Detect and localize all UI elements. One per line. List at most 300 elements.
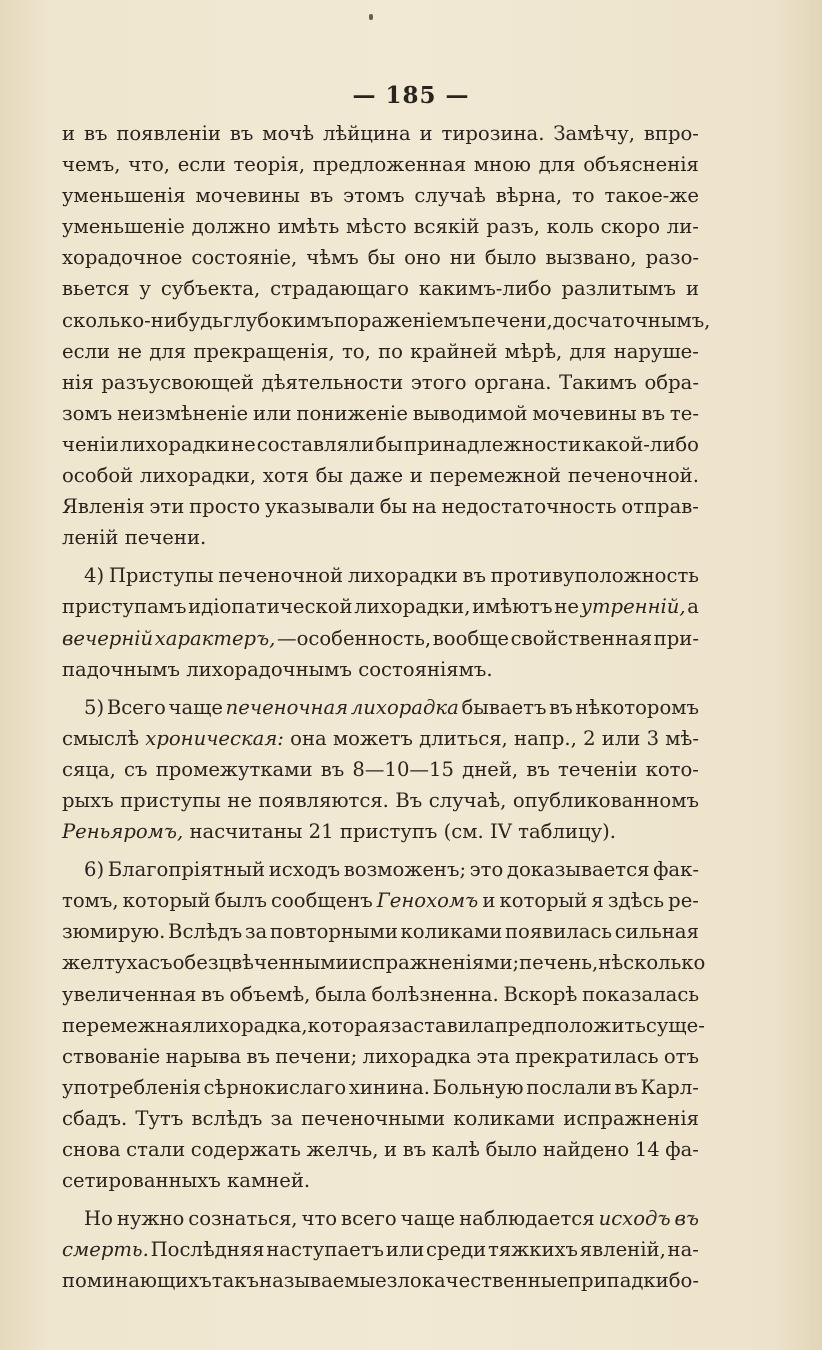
word: лихорадки, xyxy=(354,595,471,619)
paragraph-final xyxy=(62,1203,699,1296)
paragraph-6 xyxy=(62,854,706,1196)
word: и xyxy=(409,464,423,488)
word: печеночной xyxy=(218,564,344,588)
text-line xyxy=(62,1234,699,1265)
word: органа. xyxy=(474,370,552,394)
word: была xyxy=(315,982,367,1006)
ink-speck xyxy=(369,14,373,20)
word: насчитаны xyxy=(189,820,303,844)
text-line xyxy=(62,885,699,916)
paragraph-gap xyxy=(62,847,699,854)
text-line xyxy=(62,149,699,180)
word: вообще xyxy=(432,626,509,650)
word: особой xyxy=(62,464,134,488)
word: субъекта, xyxy=(160,277,261,301)
word: напр., xyxy=(514,726,577,750)
word: вызвано, xyxy=(545,246,637,270)
word: предположить xyxy=(494,1013,646,1037)
word: я xyxy=(591,889,604,913)
word: бы xyxy=(375,432,403,456)
word: состояніе, xyxy=(191,246,298,270)
word: разо- xyxy=(645,246,699,270)
word: фак- xyxy=(653,858,699,882)
text-line xyxy=(62,1010,705,1041)
word: леній xyxy=(62,526,119,550)
paragraph-gap xyxy=(62,1196,699,1203)
word: печени; xyxy=(275,1044,358,1068)
word: показалась xyxy=(582,982,699,1006)
word: было xyxy=(485,1138,538,1161)
word: увеличенная xyxy=(62,982,197,1006)
word: въ xyxy=(309,184,334,208)
word: идіопатической xyxy=(188,595,353,619)
word: если xyxy=(177,153,226,177)
word: перемежной xyxy=(429,464,562,488)
word: печени. xyxy=(124,526,207,550)
word: въ xyxy=(549,695,573,719)
word: Реньяромъ, xyxy=(62,820,184,844)
word: лихорадка, xyxy=(192,1013,308,1037)
word: падочнымъ xyxy=(62,657,180,681)
word: чѣмъ xyxy=(306,246,359,270)
text-line xyxy=(62,1134,699,1165)
word: поминающихъ xyxy=(62,1269,212,1293)
word: указывали xyxy=(264,495,375,519)
word: сетированныхъ xyxy=(62,1169,221,1193)
word: случаѣ xyxy=(414,184,486,208)
word: или xyxy=(385,1238,425,1262)
word: лихорадки xyxy=(347,564,458,588)
word: дней, xyxy=(462,757,519,781)
word: исходъ xyxy=(268,858,341,882)
word: содержать xyxy=(190,1138,301,1161)
word: сѣрнокислаго xyxy=(203,1075,347,1099)
word: у xyxy=(139,277,151,301)
word: желтуха xyxy=(62,951,150,975)
word: принадлежности xyxy=(403,432,582,456)
word: мочевины xyxy=(532,401,637,425)
word: ли- xyxy=(666,215,699,239)
word: для xyxy=(149,339,187,363)
word: Вскорѣ xyxy=(503,982,578,1006)
word: и xyxy=(419,122,433,145)
word: лѣйцина xyxy=(322,122,411,145)
word: впро- xyxy=(643,122,699,145)
word: для xyxy=(538,153,576,177)
word: должно xyxy=(191,215,271,239)
word: теорія, xyxy=(233,153,306,177)
word: объемѣ, xyxy=(229,982,311,1006)
word: имѣютъ xyxy=(472,595,553,619)
word: перемежная xyxy=(62,1013,193,1037)
word: которая xyxy=(307,1013,391,1037)
word: вьется xyxy=(62,277,130,301)
text-line xyxy=(62,1203,699,1234)
word: съ xyxy=(149,951,173,975)
word: коль xyxy=(546,215,594,239)
text-line xyxy=(62,273,699,304)
word: на- xyxy=(667,1238,699,1262)
word: выводимой xyxy=(412,401,528,425)
word: за xyxy=(244,920,268,944)
word: сколько-нибудь xyxy=(62,308,223,332)
word: печеночная xyxy=(225,695,349,719)
word: не xyxy=(117,339,142,363)
text-line xyxy=(62,754,699,785)
word: приступамъ xyxy=(62,595,187,619)
text-line xyxy=(62,591,699,622)
word: объясненія xyxy=(583,153,699,177)
word: печеночными xyxy=(301,1106,446,1130)
word: Такимъ xyxy=(559,370,637,394)
word: она xyxy=(290,726,327,750)
word: и xyxy=(685,277,699,301)
word: Но xyxy=(84,1207,113,1231)
word: въ xyxy=(246,1044,270,1068)
word: прекращенія, xyxy=(193,339,335,363)
word: томъ, xyxy=(62,889,119,913)
text-line xyxy=(62,947,706,978)
word: печеночной. xyxy=(567,464,699,488)
word: тирозина. xyxy=(441,122,545,145)
word: который xyxy=(122,889,211,913)
word: камней. xyxy=(227,1169,311,1193)
word: въ xyxy=(83,122,108,145)
text-line xyxy=(62,522,699,553)
word: этого xyxy=(410,370,467,394)
word: чаще xyxy=(400,1207,456,1231)
word: бы xyxy=(367,246,396,270)
text-line xyxy=(62,623,699,654)
word: Явленія xyxy=(62,495,145,519)
word: въ xyxy=(320,757,345,781)
text-line xyxy=(62,460,699,491)
word: для xyxy=(569,339,607,363)
word: 14 xyxy=(634,1138,660,1161)
word: сяца, xyxy=(62,757,116,781)
word: и xyxy=(384,1138,398,1161)
word: зомъ xyxy=(62,401,113,425)
word: можетъ xyxy=(332,726,413,750)
word: мѣрѣ, xyxy=(504,339,563,363)
word: досчаточнымъ, xyxy=(552,308,711,332)
word: при- xyxy=(653,626,699,650)
word: вечерній xyxy=(62,626,154,650)
word: Приступы xyxy=(108,564,214,588)
word: нарыва xyxy=(165,1044,242,1068)
word: ченіи xyxy=(62,432,119,456)
word: лихорадочнымъ xyxy=(186,657,352,681)
text-line xyxy=(62,560,699,591)
word: лихорадки, xyxy=(139,464,257,488)
word: мочевины xyxy=(195,184,300,208)
word: было xyxy=(484,246,537,270)
word: сообщенъ xyxy=(271,889,373,913)
word: Тутъ xyxy=(135,1106,184,1130)
word: на xyxy=(412,495,437,519)
word: калѣ xyxy=(431,1138,480,1161)
word: просто xyxy=(189,495,261,519)
word: разъусвоющей xyxy=(101,370,254,394)
word: то xyxy=(571,184,595,208)
word: или xyxy=(601,726,641,750)
word: хинина. xyxy=(348,1075,431,1099)
word: Всего xyxy=(106,695,166,719)
word: оно xyxy=(404,246,441,270)
word: хроническая: xyxy=(145,726,284,750)
word: найдено xyxy=(542,1138,630,1161)
text-line xyxy=(62,979,699,1010)
word: наруше- xyxy=(613,339,699,363)
word: бы xyxy=(379,495,408,519)
word: въ xyxy=(462,564,486,588)
word: таблицу). xyxy=(518,820,616,844)
word: мочѣ xyxy=(262,122,315,145)
word: фа- xyxy=(665,1138,699,1161)
word: кото- xyxy=(645,757,699,781)
word: сильная xyxy=(614,920,699,944)
text-line xyxy=(62,336,699,367)
word: здѣсь xyxy=(607,889,665,913)
word: неизмѣненіе xyxy=(117,401,249,425)
text-line xyxy=(62,1041,699,1072)
word: характеръ, xyxy=(154,626,276,650)
word: не xyxy=(554,595,579,619)
word: те- xyxy=(669,401,699,425)
text-line xyxy=(62,692,699,723)
paragraph-4 xyxy=(62,560,699,684)
word: Вслѣдъ xyxy=(168,920,243,944)
word: свойственная xyxy=(510,626,653,650)
word: хотя xyxy=(262,464,309,488)
word: наступаетъ xyxy=(266,1238,384,1262)
word: коликами xyxy=(400,920,503,944)
text-line xyxy=(62,118,699,149)
word: промежутками xyxy=(155,757,313,781)
word: сбадъ. xyxy=(62,1106,128,1130)
word: не xyxy=(231,432,256,456)
word: и xyxy=(482,889,496,913)
word: или xyxy=(252,401,292,425)
word: Карл- xyxy=(640,1075,699,1099)
word: приступы xyxy=(120,788,221,812)
text-line xyxy=(62,1103,699,1134)
word: страдающаго xyxy=(270,277,409,301)
word: теченіи xyxy=(558,757,638,781)
body-text xyxy=(62,118,711,1296)
word: бо- xyxy=(668,1269,699,1293)
word: разъ, xyxy=(486,215,540,239)
word: это xyxy=(469,858,504,882)
word: скоро xyxy=(600,215,660,239)
word: уменьшеніе xyxy=(62,215,185,239)
word: снова xyxy=(62,1138,121,1161)
word: пониженіе xyxy=(296,401,408,425)
text-line xyxy=(62,723,699,754)
word: ни xyxy=(449,246,476,270)
word: заставила xyxy=(390,1013,495,1037)
word: обра- xyxy=(644,370,699,394)
word: въ xyxy=(641,401,666,425)
word: употребленія xyxy=(62,1075,201,1099)
text-line xyxy=(62,1165,699,1196)
text-line xyxy=(62,916,699,947)
word: имѣть xyxy=(277,215,340,239)
word: въ xyxy=(201,982,225,1006)
text-line xyxy=(62,1072,699,1103)
word: сознаться, xyxy=(188,1207,298,1231)
word: бы xyxy=(315,464,343,488)
word: прекратилась xyxy=(515,1044,659,1068)
word: и xyxy=(62,122,76,145)
text-line xyxy=(62,211,699,242)
word: Въ xyxy=(395,788,423,812)
word: нѣсколько xyxy=(598,951,706,975)
word: вѣрна, xyxy=(495,184,563,208)
word: испражненіями; xyxy=(348,951,520,975)
text-line xyxy=(62,180,699,211)
word: былъ xyxy=(214,889,267,913)
word: печень, xyxy=(519,951,599,975)
word: нужно xyxy=(116,1207,185,1231)
word: возможенъ; xyxy=(343,858,467,882)
word: злокачественные xyxy=(386,1269,568,1293)
word: нія xyxy=(62,370,94,394)
word: мѣ- xyxy=(665,726,699,750)
word: IV xyxy=(490,820,512,844)
paragraph-gap xyxy=(62,685,699,692)
word: появленіи xyxy=(116,122,221,145)
word: утренній, xyxy=(580,595,686,619)
text-line xyxy=(62,491,699,522)
word: крайней xyxy=(410,339,498,363)
word: припадки xyxy=(567,1269,669,1293)
word: по xyxy=(378,339,403,363)
word: эти xyxy=(149,495,185,519)
word: испражненія xyxy=(563,1106,699,1130)
word: ствованіе xyxy=(62,1044,161,1068)
word: 2 xyxy=(583,726,596,750)
word: противуположность xyxy=(490,564,699,588)
paragraph-5 xyxy=(62,692,699,847)
word: Больную xyxy=(432,1075,524,1099)
word: тяжкихъ xyxy=(487,1238,579,1262)
word: всякій xyxy=(413,215,480,239)
word: желчь, xyxy=(306,1138,379,1161)
word: коликами xyxy=(453,1106,556,1130)
word: мѣсто xyxy=(346,215,407,239)
word: уменьшенія xyxy=(62,184,186,208)
word: печени, xyxy=(471,308,553,332)
text-line xyxy=(62,305,711,336)
paragraph-1 xyxy=(62,118,711,553)
text-line xyxy=(62,854,699,885)
word: въ xyxy=(614,1075,638,1099)
word: рыхъ xyxy=(62,788,114,812)
text-line xyxy=(62,816,699,847)
word: суще- xyxy=(645,1013,705,1037)
page-number: — 185 — xyxy=(352,82,470,109)
word: явленій, xyxy=(579,1238,666,1262)
word: состояніямъ. xyxy=(358,657,493,681)
word: что, xyxy=(128,153,171,177)
word: смыслѣ xyxy=(62,726,140,750)
word: наблюдается xyxy=(459,1207,595,1231)
word: появилась xyxy=(504,920,613,944)
word: всего xyxy=(341,1207,397,1231)
word: приступъ xyxy=(339,820,438,844)
word: за xyxy=(270,1106,293,1130)
word: 6) xyxy=(84,858,105,882)
paragraph-gap xyxy=(62,553,699,560)
word: зюмирую. xyxy=(62,920,166,944)
word: —особенность, xyxy=(276,626,432,650)
word: мною xyxy=(473,153,531,177)
word: не xyxy=(227,788,252,812)
word: лихорадка xyxy=(362,1044,472,1068)
text-line xyxy=(62,429,699,460)
word: если xyxy=(62,339,111,363)
text-line xyxy=(62,654,699,685)
word: нѣкоторомъ xyxy=(575,695,699,719)
word: Геноxомъ xyxy=(376,889,479,913)
word: обезцвѣченными xyxy=(172,951,349,975)
text-line xyxy=(62,242,699,273)
word: Благопріятный xyxy=(107,858,266,882)
word: лихорадки xyxy=(120,432,230,456)
word: составляли xyxy=(256,432,375,456)
word: въ xyxy=(526,757,550,781)
word: глубокимъ xyxy=(222,308,334,332)
word: доказывается xyxy=(506,858,650,882)
word: разлитымъ xyxy=(561,277,677,301)
word: хорадочное xyxy=(62,246,183,270)
word: а xyxy=(687,595,699,619)
word: болѣзненна. xyxy=(371,982,499,1006)
word: опубликованномъ xyxy=(512,788,699,812)
word: вслѣдъ xyxy=(191,1106,263,1130)
word: послали xyxy=(526,1075,612,1099)
word: ре- xyxy=(668,889,699,913)
word: 5) xyxy=(84,695,105,719)
word: то, xyxy=(341,339,371,363)
word: какой-либо xyxy=(582,432,699,456)
word: появляются. xyxy=(258,788,389,812)
word: 21 xyxy=(308,820,334,844)
word: называемые xyxy=(259,1269,387,1293)
text-line xyxy=(62,785,699,816)
word: предложенная xyxy=(312,153,467,177)
word: случаѣ, xyxy=(428,788,507,812)
word: пораженіемъ xyxy=(333,308,472,332)
word: отправ- xyxy=(621,495,699,519)
word: длиться, xyxy=(419,726,508,750)
word: повторными xyxy=(269,920,398,944)
word: такъ xyxy=(211,1269,259,1293)
word: чемъ, xyxy=(62,153,121,177)
word: этомъ xyxy=(343,184,405,208)
word: Замѣчу, xyxy=(553,122,635,145)
word: недостаточность xyxy=(441,495,617,519)
word: такое-же xyxy=(604,184,699,208)
word: дѣятельности xyxy=(261,370,404,394)
word: смерть. xyxy=(62,1238,149,1262)
word: который xyxy=(499,889,588,913)
word: 4) xyxy=(84,564,105,588)
word: эта xyxy=(476,1044,510,1068)
word: въ xyxy=(402,1138,427,1161)
text-line xyxy=(62,367,699,398)
